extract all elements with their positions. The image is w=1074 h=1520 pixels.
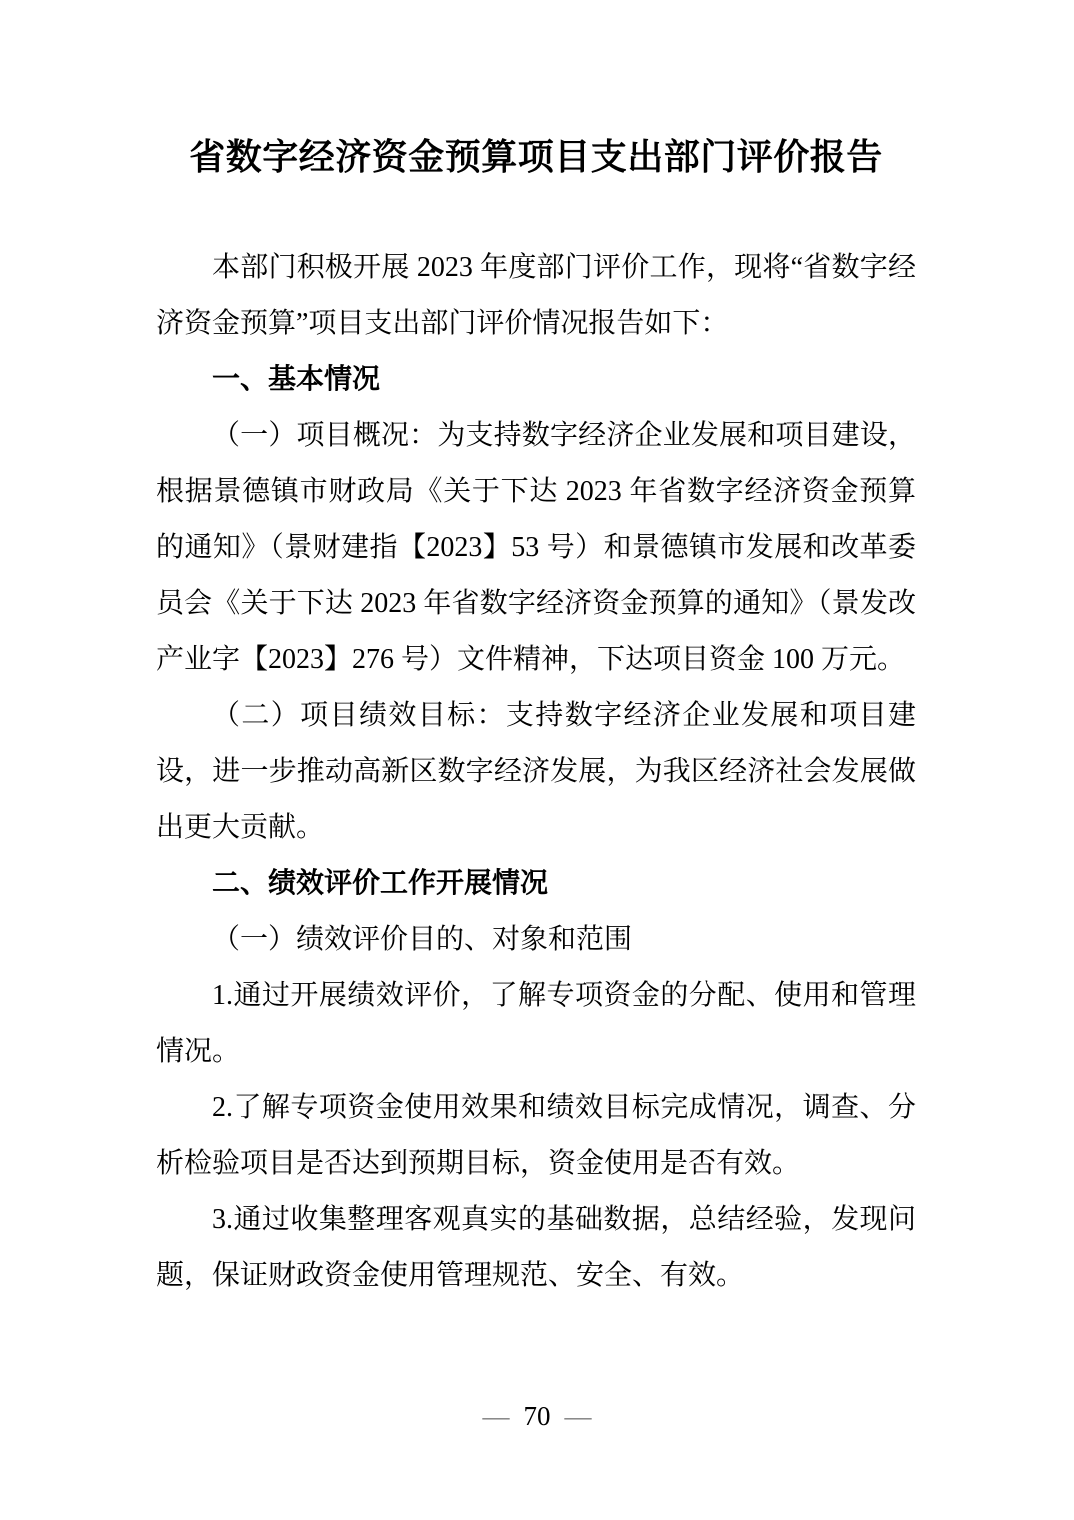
footer-dash-right: — xyxy=(564,1401,592,1431)
paragraph-performance-goal: （二）项目绩效目标：支持数字经济企业发展和项目建设，进一步推动高新区数字经济发展，为我区经济社会发展做出更大贡献。 xyxy=(156,700,916,843)
page-number: 70 xyxy=(523,1401,551,1431)
document-content xyxy=(156,0,916,1304)
paragraph-intro: 本部门积极开展 2023 年度部门评价工作，现将“省数字经济资金预算”项目支出部门评价情况报告如下： xyxy=(156,252,916,339)
paragraph-item-2: 2.了解专项资金使用效果和绩效目标完成情况，调查、分析检验项目是否达到预期目标，资金使用是否有效。 xyxy=(156,1092,916,1179)
paragraph-item-3: 3.通过收集整理客观真实的基础数据，总结经验，发现问题，保证财政资金使用管理规范、安全、有效。 xyxy=(156,1204,916,1291)
section-heading-basic-situation: 一、基本情况 xyxy=(212,364,381,395)
footer-dash-left: — xyxy=(482,1401,510,1431)
document-title: 省数字经济资金预算项目支出部门评价报告 xyxy=(189,137,883,177)
paragraph-project-overview: （一）项目概况：为支持数字经济企业发展和项目建设，根据景德镇市财政局《关于下达 2023 年省数字经济资金预算的通知》（景财建指【2023】53 号）和景德镇市发展和改革委员会《关于下达 2023 年省数字经济资金预算的通知》（景发改产业字【2023】276 号）文件精神，下达项目资金 100 万元。 xyxy=(156,420,916,675)
paragraph-item-1: 1.通过开展绩效评价，了解专项资金的分配、使用和管理情况。 xyxy=(156,980,916,1067)
section-heading-evaluation-work: 二、绩效评价工作开展情况 xyxy=(212,868,549,899)
paragraph-evaluation-scope: （一）绩效评价目的、对象和范围 xyxy=(212,924,633,955)
page-footer xyxy=(0,1398,1074,1434)
document-body xyxy=(156,240,916,1304)
